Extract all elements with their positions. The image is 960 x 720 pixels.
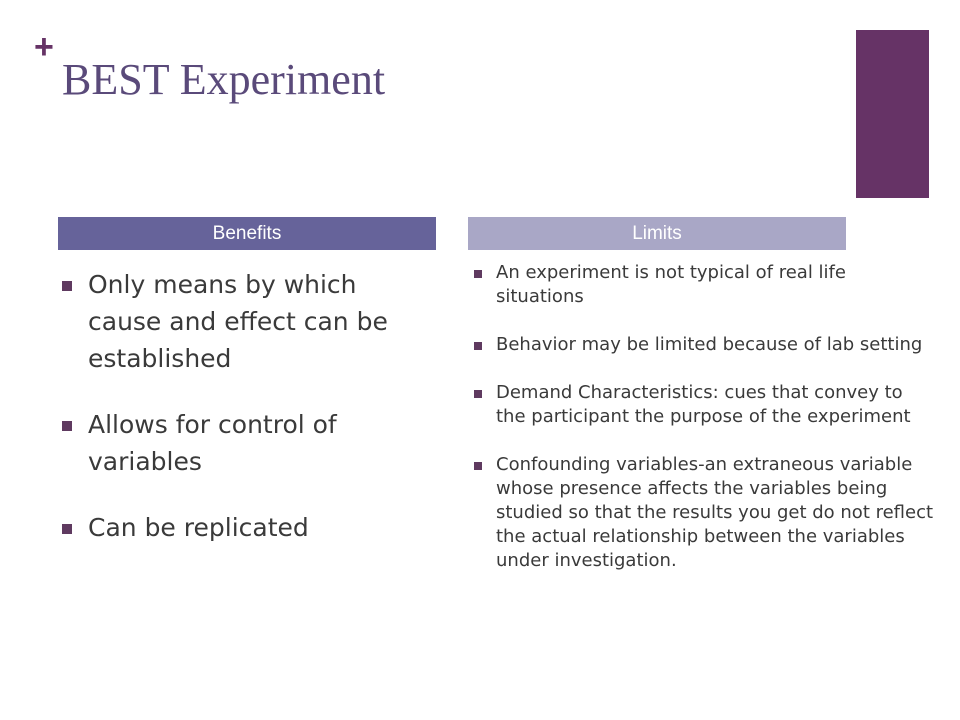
square-bullet-icon — [474, 462, 482, 470]
square-bullet-icon — [62, 421, 72, 431]
benefit-item — [62, 266, 412, 377]
benefit-text: Allows for control of variables — [88, 410, 337, 476]
square-bullet-icon — [474, 390, 482, 398]
benefits-header: Benefits — [58, 217, 436, 250]
square-bullet-icon — [474, 342, 482, 350]
limits-header: Limits — [468, 217, 846, 250]
square-bullet-icon — [62, 524, 72, 534]
limit-item — [474, 333, 934, 357]
square-bullet-icon — [62, 281, 72, 291]
limits-list — [474, 261, 934, 573]
benefits-list — [62, 266, 412, 546]
limit-text: Demand Characteristics: cues that convey to the participant the purpose of the experiment — [496, 382, 911, 427]
limit-item — [474, 261, 934, 309]
limit-item — [474, 453, 934, 573]
benefit-text: Only means by which cause and effect can be established — [88, 270, 388, 373]
limit-text: An experiment is not typical of real life situations — [496, 262, 846, 307]
limit-text: Confounding variables-an extraneous variable whose presence affects the variables being studied so that the results you get do not reflect the actual relationship between the variables under investigation. — [496, 454, 934, 571]
slide-title: BEST Experiment — [62, 55, 386, 104]
square-bullet-icon — [474, 270, 482, 278]
limit-item — [474, 381, 934, 429]
limit-text: Behavior may be limited because of lab setting — [496, 334, 923, 355]
benefit-text: Can be replicated — [88, 513, 309, 542]
accent-bar — [856, 30, 929, 198]
plus-icon: + — [34, 28, 54, 66]
benefit-item — [62, 509, 412, 546]
benefit-item — [62, 406, 412, 480]
